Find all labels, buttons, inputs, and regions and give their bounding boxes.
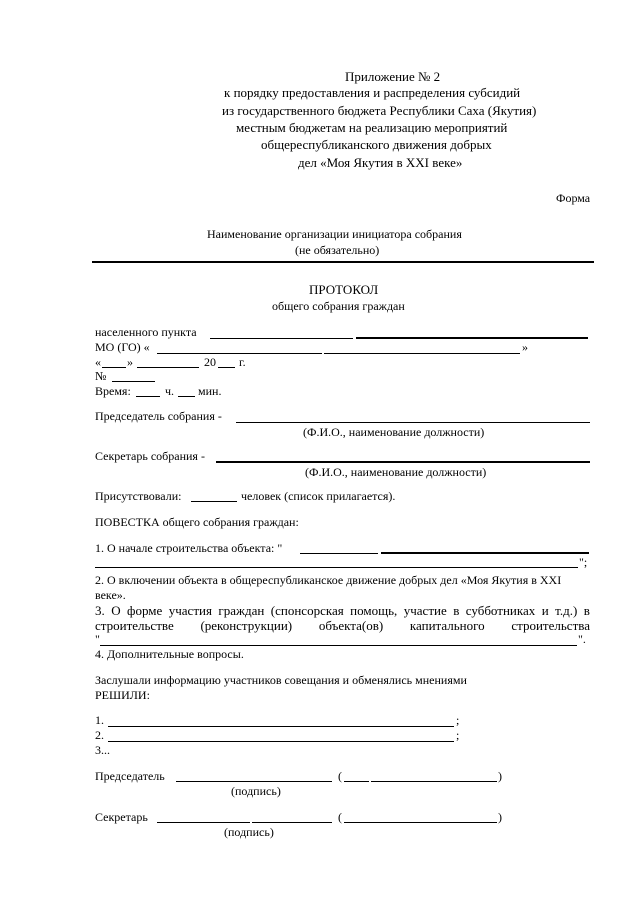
appendix-line-3: из государственного бюджета Республики Саха (Якутия) (222, 103, 537, 118)
agenda-item-3-line-1 (95, 604, 590, 617)
date-day-field[interactable] (102, 367, 126, 368)
secretary-hint: (Ф.И.О., наименование должности) (305, 465, 487, 479)
time-label: Время: (95, 384, 131, 398)
agenda-word: в (453, 603, 460, 618)
decision-item-2-field[interactable] (108, 741, 454, 742)
agenda-word: участие (403, 603, 447, 618)
decision-item-1-end: ; (456, 713, 460, 727)
agenda-item-2-line-1: 2. О включении объекта в общереспубликанское движение добрых дел «Моя Якутия в XXI (95, 573, 562, 587)
appendix-line-2: к порядку предоставления и распределения субсидий (224, 85, 521, 100)
time-hours-label: ч. (165, 384, 175, 398)
agenda-word: (реконструкции) (200, 618, 293, 633)
agenda-word: участия (168, 603, 212, 618)
chairman-sign-hint: (подпись) (231, 784, 281, 798)
decision-title: РЕШИЛИ: (95, 688, 150, 702)
org-name-label: Наименование организации инициатора собрания (207, 227, 462, 241)
agenda-word: строительстве (95, 618, 174, 633)
agenda-word: т.д.) (555, 603, 578, 618)
number-label: № (95, 369, 107, 383)
agenda-item-1-field-c[interactable] (95, 567, 578, 568)
chairman-name-field-a[interactable] (344, 781, 369, 782)
agenda-word: граждан (218, 603, 265, 618)
org-optional-note: (не обязательно) (295, 243, 380, 257)
form-label: Форма (556, 191, 591, 205)
secretary-sign-hint: (подпись) (224, 825, 274, 839)
decision-item-1-num: 1. (95, 713, 104, 727)
agenda-word: (спонсорская (270, 603, 344, 618)
appendix-line-4: местным бюджетам на реализацию мероприятий (236, 120, 508, 135)
secretary-open-paren: ( (338, 810, 342, 824)
agenda-item-3-field[interactable] (100, 645, 577, 646)
decision-item-3: 3... (95, 743, 110, 757)
settlement-label: населенного пункта (95, 325, 197, 339)
agenda-word: объекта(ов) (318, 618, 384, 633)
chairman-name-field-b[interactable] (371, 781, 497, 782)
number-field[interactable] (112, 381, 155, 382)
mo-field-b[interactable] (324, 353, 520, 354)
date-year-prefix: 20 (204, 355, 216, 369)
protocol-title: ПРОТОКОЛ (309, 282, 379, 297)
agenda-word: 3. (95, 603, 105, 618)
mo-close-quote: » (522, 340, 528, 354)
decision-item-2-num: 2. (95, 728, 104, 742)
agenda-item-2-line-2: веке». (95, 588, 126, 602)
chairman-open-paren: ( (338, 769, 342, 783)
chairman-signature-field[interactable] (176, 781, 332, 782)
agenda-word: строительства (511, 618, 590, 633)
mo-field-a[interactable] (157, 353, 322, 354)
secretary-signature-field-b[interactable] (252, 822, 332, 823)
secretary-label: Секретарь собрания - (95, 449, 205, 463)
appendix-title: Приложение № 2 (345, 69, 441, 84)
agenda-item-1-field-b[interactable] (381, 552, 589, 554)
date-open-quote: « (95, 355, 101, 369)
agenda-word: О (111, 603, 121, 618)
agenda-item-1: 1. О начале строительства объекта: " (95, 541, 283, 555)
time-minutes-label: мин. (198, 384, 222, 398)
agenda-item-3-end: ". (578, 632, 586, 646)
agenda-word: помощь, (350, 603, 398, 618)
chairman-label: Председатель собрания - (95, 409, 222, 423)
agenda-item-4: 4. Дополнительные вопросы. (95, 647, 244, 661)
agenda-item-1-end: "; (579, 555, 588, 569)
agenda-word: и (541, 603, 549, 618)
agenda-word: субботниках (465, 603, 536, 618)
agenda-word: капитального (409, 618, 485, 633)
org-name-line[interactable] (92, 261, 594, 263)
mo-label: МО (ГО) « (95, 340, 150, 354)
appendix-line-6: дел «Моя Якутия в XXI веке» (298, 155, 463, 170)
date-close-quote: » (127, 355, 133, 369)
protocol-subtitle: общего собрания граждан (272, 299, 405, 313)
appendix-line-5: общереспубликанского движения добрых (261, 137, 492, 152)
time-minutes-field[interactable] (178, 396, 195, 397)
present-count-field[interactable] (191, 501, 237, 502)
time-hours-field[interactable] (136, 396, 160, 397)
chairman-field[interactable] (236, 422, 590, 423)
present-label: Присутствовали: (95, 489, 182, 503)
decision-item-2-end: ; (456, 728, 460, 742)
settlement-field-b[interactable] (356, 337, 588, 339)
decision-intro: Заслушали информацию участников совещания и обменялись мнениями (95, 673, 467, 687)
settlement-field-a[interactable] (210, 338, 353, 339)
agenda-word: форме (127, 603, 163, 618)
date-month-field[interactable] (137, 367, 199, 368)
chairman-sign-label: Председатель (95, 769, 165, 783)
secretary-field[interactable] (216, 461, 590, 463)
secretary-name-field[interactable] (344, 822, 497, 823)
secretary-sign-label: Секретарь (95, 810, 148, 824)
date-g-label: г. (239, 355, 246, 369)
agenda-item-3-open-quote: " (95, 632, 100, 646)
decision-item-1-field[interactable] (108, 726, 454, 727)
chairman-close-paren: ) (498, 769, 502, 783)
secretary-signature-field-a[interactable] (157, 822, 250, 823)
date-year-field[interactable] (218, 367, 235, 368)
present-suffix: человек (список прилагается). (241, 489, 396, 503)
secretary-close-paren: ) (498, 810, 502, 824)
agenda-item-3-line-2 (95, 619, 590, 632)
agenda-item-1-field-a[interactable] (300, 553, 378, 554)
chairman-hint: (Ф.И.О., наименование должности) (303, 425, 485, 439)
agenda-word: в (583, 603, 590, 618)
agenda-title: ПОВЕСТКА общего собрания граждан: (95, 515, 299, 529)
